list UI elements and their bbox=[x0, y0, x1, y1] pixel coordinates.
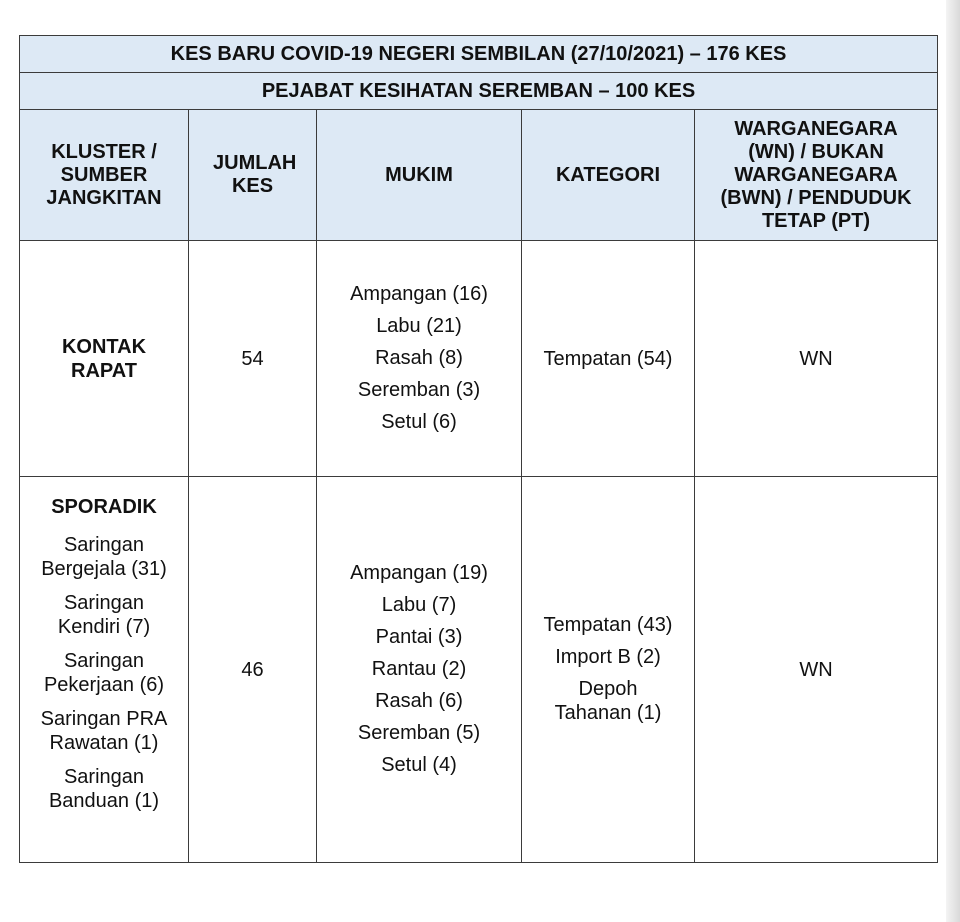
kluster-label: SPORADIK bbox=[51, 496, 157, 518]
header-kategori: KATEGORI bbox=[522, 110, 695, 241]
sub-item: Saringan PRA Rawatan (1) bbox=[40, 708, 168, 754]
mukim-item: Setul (6) bbox=[381, 411, 457, 433]
page-edge-shadow bbox=[946, 0, 960, 922]
mukim-item: Seremban (3) bbox=[357, 379, 481, 401]
jumlah-cell: 54 bbox=[189, 241, 317, 477]
mukim-item: Setul (4) bbox=[381, 754, 457, 776]
mukim-item: Pantai (3) bbox=[375, 626, 463, 648]
table-row bbox=[20, 477, 938, 863]
mukim-item: Labu (21) bbox=[376, 315, 462, 337]
mukim-cell bbox=[317, 477, 522, 863]
sub-item: Saringan Bergejala (31) bbox=[41, 534, 167, 580]
mukim-item: Rasah (8) bbox=[375, 347, 463, 369]
kategori-item: Import B (2) bbox=[555, 646, 661, 668]
sub-item: Saringan Pekerjaan (6) bbox=[43, 650, 165, 696]
header-row bbox=[20, 110, 938, 241]
header-kluster: KLUSTER / SUMBER JANGKITAN bbox=[20, 110, 189, 241]
table-row bbox=[20, 241, 938, 477]
covid-cases-table bbox=[19, 35, 938, 863]
kluster-cell: KONTAK RAPAT bbox=[20, 241, 189, 477]
sub-item: Saringan Banduan (1) bbox=[48, 766, 160, 812]
header-warga: WARGANEGARA (WN) / BUKAN WARGANEGARA (BWN) / PENDUDUK TETAP (PT) bbox=[695, 110, 938, 241]
mukim-item: Seremban (5) bbox=[357, 722, 481, 744]
table-title: KES BARU COVID-19 NEGERI SEMBILAN (27/10/2021) – 176 KES bbox=[20, 36, 938, 73]
table-subtitle: PEJABAT KESIHATAN SEREMBAN – 100 KES bbox=[20, 73, 938, 110]
jumlah-cell: 46 bbox=[189, 477, 317, 863]
warga-cell: WN bbox=[695, 241, 938, 477]
warga-cell: WN bbox=[695, 477, 938, 863]
header-jumlah: JUMLAH KES bbox=[189, 110, 317, 241]
mukim-item: Ampangan (16) bbox=[350, 283, 488, 305]
mukim-item: Rantau (2) bbox=[371, 658, 467, 680]
header-mukim: MUKIM bbox=[317, 110, 522, 241]
mukim-cell bbox=[317, 241, 522, 477]
kategori-item: Depoh Tahanan (1) bbox=[554, 678, 662, 724]
kategori-item: Tempatan (54) bbox=[543, 347, 673, 370]
sub-item: Saringan Kendiri (7) bbox=[57, 592, 151, 638]
mukim-item: Ampangan (19) bbox=[350, 562, 488, 584]
kategori-cell bbox=[522, 241, 695, 477]
kategori-cell bbox=[522, 477, 695, 863]
kategori-item: Tempatan (43) bbox=[543, 614, 673, 636]
kluster-cell bbox=[20, 477, 189, 863]
mukim-item: Labu (7) bbox=[381, 594, 457, 616]
mukim-item: Rasah (6) bbox=[375, 690, 463, 712]
